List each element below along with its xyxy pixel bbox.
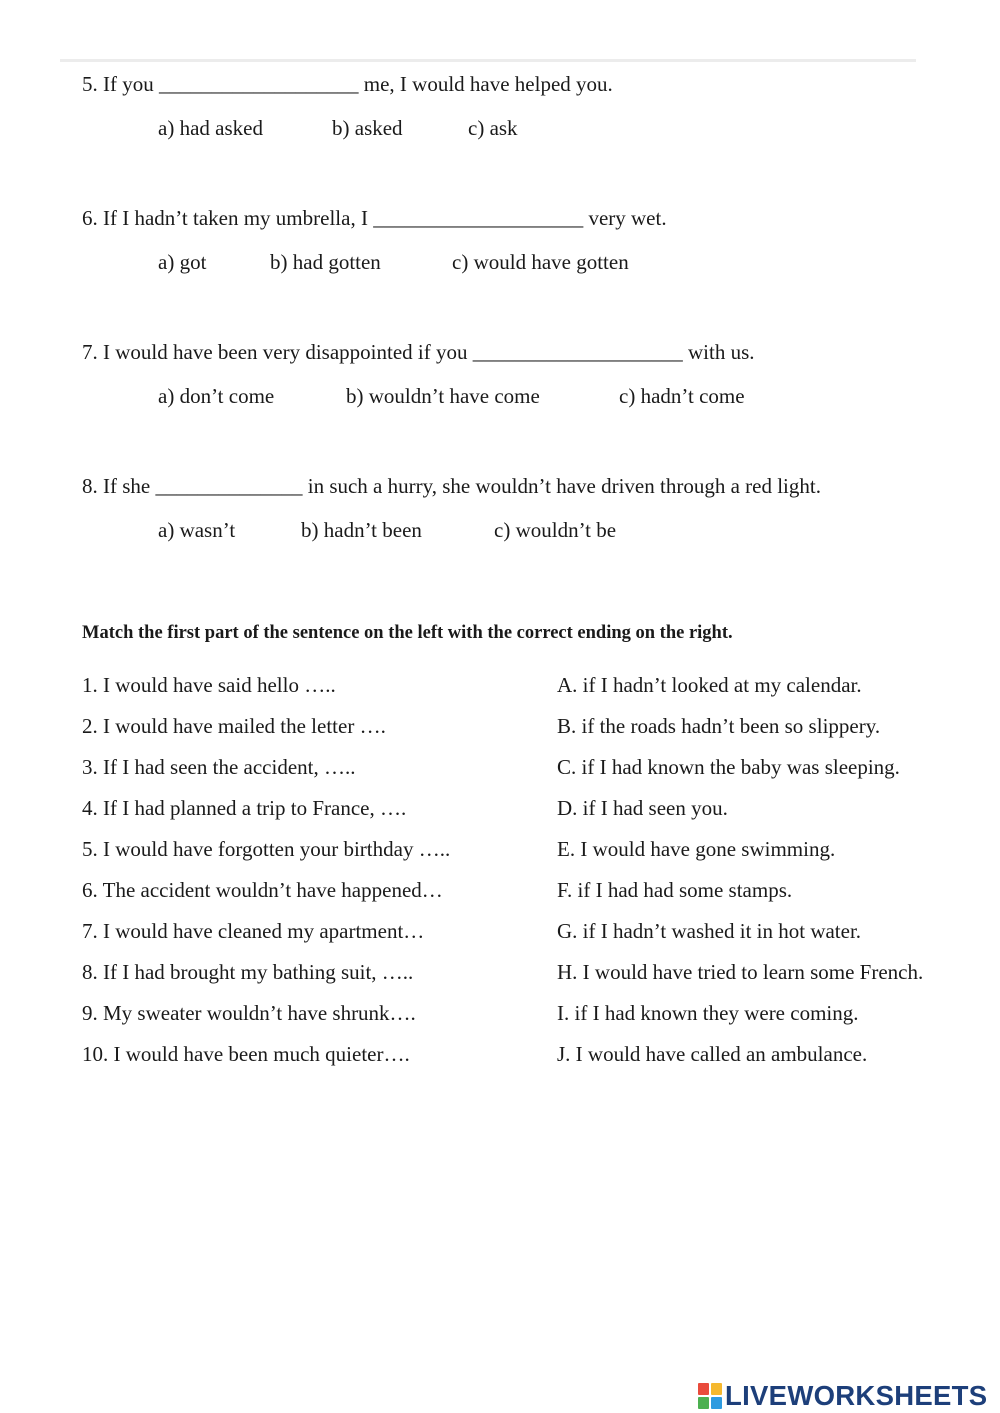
option-b[interactable]: b) asked <box>332 116 403 140</box>
match-left-item[interactable]: 9. My sweater wouldn’t have shrunk…. <box>82 1001 416 1025</box>
question-text: very wet. <box>583 206 667 230</box>
match-left-item[interactable]: 1. I would have said hello ….. <box>82 673 336 697</box>
option-a[interactable]: a) don’t come <box>158 384 275 408</box>
option-c[interactable]: c) would have gotten <box>452 250 629 274</box>
question-text: in such a hurry, she wouldn’t have driven through a red light. <box>302 474 821 498</box>
match-right-item[interactable]: E. I would have gone swimming. <box>557 837 836 861</box>
question-text: 8. If she <box>82 474 156 498</box>
option-a[interactable]: a) got <box>158 250 207 274</box>
question-7 <box>82 340 755 365</box>
question-text: 5. If you <box>82 72 159 96</box>
option-a[interactable]: a) wasn’t <box>158 518 236 542</box>
answer-blank[interactable]: ______________ <box>155 474 303 498</box>
match-left-item[interactable]: 2. I would have mailed the letter …. <box>82 714 386 738</box>
match-left-item[interactable]: 5. I would have forgotten your birthday ….. <box>82 837 451 861</box>
options-7 <box>158 384 745 409</box>
question-text: 7. I would have been very disappointed if you <box>82 340 473 364</box>
match-left-item[interactable]: 7. I would have cleaned my apartment… <box>82 919 425 943</box>
question-text: me, I would have helped you. <box>358 72 613 96</box>
match-right-item[interactable]: H. I would have tried to learn some French. <box>557 960 924 984</box>
logo-blocks-icon <box>698 1383 722 1409</box>
question-text: 6. If I hadn’t taken my umbrella, I <box>82 206 374 230</box>
answer-blank[interactable]: ____________________ <box>373 206 584 230</box>
option-c[interactable]: c) hadn’t come <box>619 384 745 408</box>
match-right-item[interactable]: F. if I had had some stamps. <box>557 878 793 902</box>
liveworksheets-logo <box>698 1380 987 1412</box>
match-left-item[interactable]: 6. The accident wouldn’t have happened… <box>82 878 443 902</box>
option-c[interactable]: c) wouldn’t be <box>494 518 617 542</box>
top-divider <box>60 59 916 62</box>
option-a[interactable]: a) had asked <box>158 116 263 140</box>
match-right-item[interactable]: C. if I had known the baby was sleeping. <box>557 755 900 779</box>
options-6 <box>158 250 629 275</box>
option-b[interactable]: b) hadn’t been <box>301 518 422 542</box>
match-right-item[interactable]: G. if I hadn’t washed it in hot water. <box>557 919 862 943</box>
options-8 <box>158 518 616 543</box>
match-right-item[interactable]: D. if I had seen you. <box>557 796 728 820</box>
match-left-item[interactable]: 4. If I had planned a trip to France, …. <box>82 796 407 820</box>
option-b[interactable]: b) had gotten <box>270 250 381 274</box>
match-right-item[interactable]: J. I would have called an ambulance. <box>557 1042 868 1066</box>
match-right-item[interactable]: B. if the roads hadn’t been so slippery. <box>557 714 881 738</box>
match-right-item[interactable]: A. if I hadn’t looked at my calendar. <box>557 673 862 697</box>
options-5 <box>158 116 518 141</box>
matching-instruction: Match the first part of the sentence on the left with the correct ending on the right. <box>82 623 733 643</box>
question-8 <box>82 474 821 499</box>
option-b[interactable]: b) wouldn’t have come <box>346 384 540 408</box>
option-c[interactable]: c) ask <box>468 116 518 140</box>
match-right-item[interactable]: I. if I had known they were coming. <box>557 1001 859 1025</box>
question-text: with us. <box>682 340 755 364</box>
match-left-item[interactable]: 3. If I had seen the accident, ….. <box>82 755 356 779</box>
answer-blank[interactable]: ____________________ <box>472 340 683 364</box>
question-5 <box>82 72 613 97</box>
match-left-item[interactable]: 8. If I had brought my bathing suit, ….. <box>82 960 414 984</box>
question-6 <box>82 206 667 231</box>
logo-text: LIVEWORKSHEETS <box>725 1380 988 1411</box>
answer-blank[interactable]: ___________________ <box>159 72 359 96</box>
match-left-item[interactable]: 10. I would have been much quieter…. <box>82 1042 410 1066</box>
